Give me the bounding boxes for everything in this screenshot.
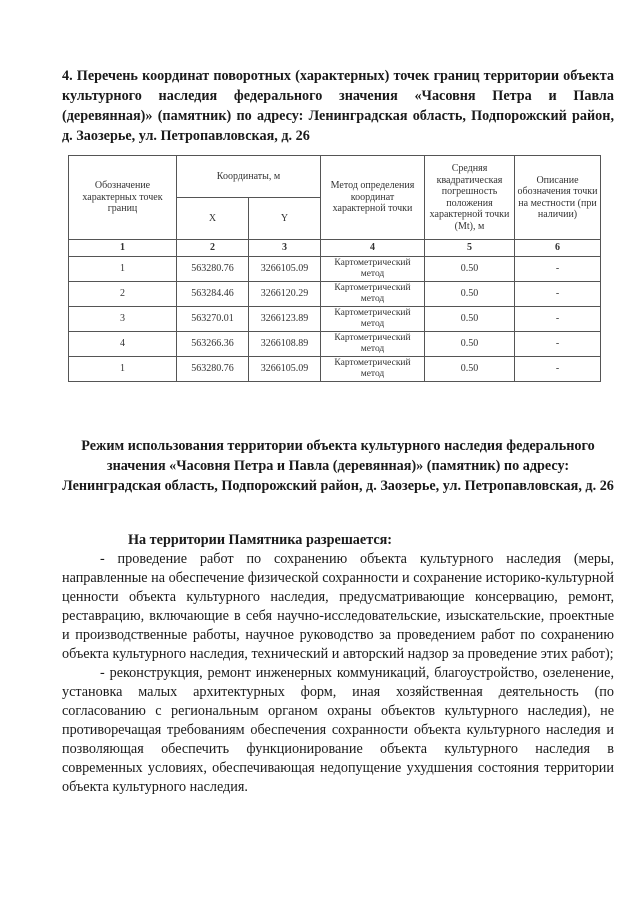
cell-method: Картометрический метод [321,282,425,307]
cell-point: 2 [69,282,177,307]
cell-y: 3266108.89 [249,332,321,357]
section-title: 4. Перечень координат поворотных (характерных) точек границ территории объекта культурного наследия федерального значения «Часовня Петра и Павла (деревянная)» (памятник) по адресу: Ленинградская область, Подпорожский район, д. Заозерье, ул. Петропавловская, д. 26 [62,68,614,144]
cell-description: - [515,257,601,282]
header-error: Средняя квадратическая погрешность положения характерной точки (Mt), м [425,156,515,240]
cell-y: 3266105.09 [249,257,321,282]
cell-x: 563280.76 [177,357,249,382]
table-row [69,357,601,382]
column-number: 5 [425,240,515,257]
regime-title: Режим использования территории объекта культурного наследия федерального значения «Часовня Петра и Павла (деревянная)» (памятник) по адресу: Ленинградская область, Подпорожский район, д. Заозерье, ул. Петропавловская, д. 26 [62,438,614,494]
cell-point: 4 [69,332,177,357]
column-number: 6 [515,240,601,257]
paragraph-preservation-works: - проведение работ по сохранению объекта культурного наследия (меры, направленные на обеспечение физической сохранности и сохранение историко-культурной ценности объекта культурного наследия, предусматривающие консервацию, ремонт, реставрацию, включающие в себя научно-исследовательские, изыскательские, проектные и производственные работы, научное руководство за проведением работ по сохранению объекта культурного наследия, технический и авторский надзор за проведение этих работ); [62,551,614,662]
coordinates-table [68,155,601,382]
table-row [69,282,601,307]
cell-error: 0.50 [425,257,515,282]
body-text [62,550,614,797]
cell-y: 3266120.29 [249,282,321,307]
column-number-row [69,240,601,257]
cell-method: Картометрический метод [321,307,425,332]
cell-description: - [515,332,601,357]
column-number: 1 [69,240,177,257]
table-row [69,307,601,332]
table-header-row [69,156,601,198]
header-y: Y [249,198,321,240]
column-number: 2 [177,240,249,257]
cell-x: 563284.46 [177,282,249,307]
cell-error: 0.50 [425,357,515,382]
allowed-heading: На территории Памятника разрешается: [128,532,393,548]
cell-error: 0.50 [425,307,515,332]
cell-method: Картометрический метод [321,357,425,382]
cell-point: 1 [69,257,177,282]
column-number: 4 [321,240,425,257]
paragraph-reconstruction: - реконструкция, ремонт инженерных коммуникаций, благоустройство, озеленение, установка малых архитектурных форм, иная хозяйственная деятельность (по согласованию с региональным органом охраны объектов культурного наследия), не противоречащая требованиям обеспечения сохранности объекта культурного наследия и позволяющая обеспечить функционирование объекта культурного наследия в современных условиях, обеспечивающая недопущение ухудшения состояния территории объекта культурного наследия. [62,665,614,795]
cell-point: 3 [69,307,177,332]
table-row [69,332,601,357]
header-method: Метод определения координат характерной точки [321,156,425,240]
cell-description: - [515,307,601,332]
cell-method: Картометрический метод [321,332,425,357]
cell-x: 563266.36 [177,332,249,357]
header-description: Описание обозначения точки на местности (при наличии) [515,156,601,240]
header-x: X [177,198,249,240]
cell-point: 1 [69,357,177,382]
cell-error: 0.50 [425,332,515,357]
cell-error: 0.50 [425,282,515,307]
cell-x: 563270.01 [177,307,249,332]
column-number: 3 [249,240,321,257]
cell-y: 3266123.89 [249,307,321,332]
header-designation: Обозначение характерных точек границ [69,156,177,240]
cell-y: 3266105.09 [249,357,321,382]
header-coordinates: Координаты, м [177,156,321,198]
cell-description: - [515,282,601,307]
cell-method: Картометрический метод [321,257,425,282]
cell-description: - [515,357,601,382]
cell-x: 563280.76 [177,257,249,282]
table-row [69,257,601,282]
